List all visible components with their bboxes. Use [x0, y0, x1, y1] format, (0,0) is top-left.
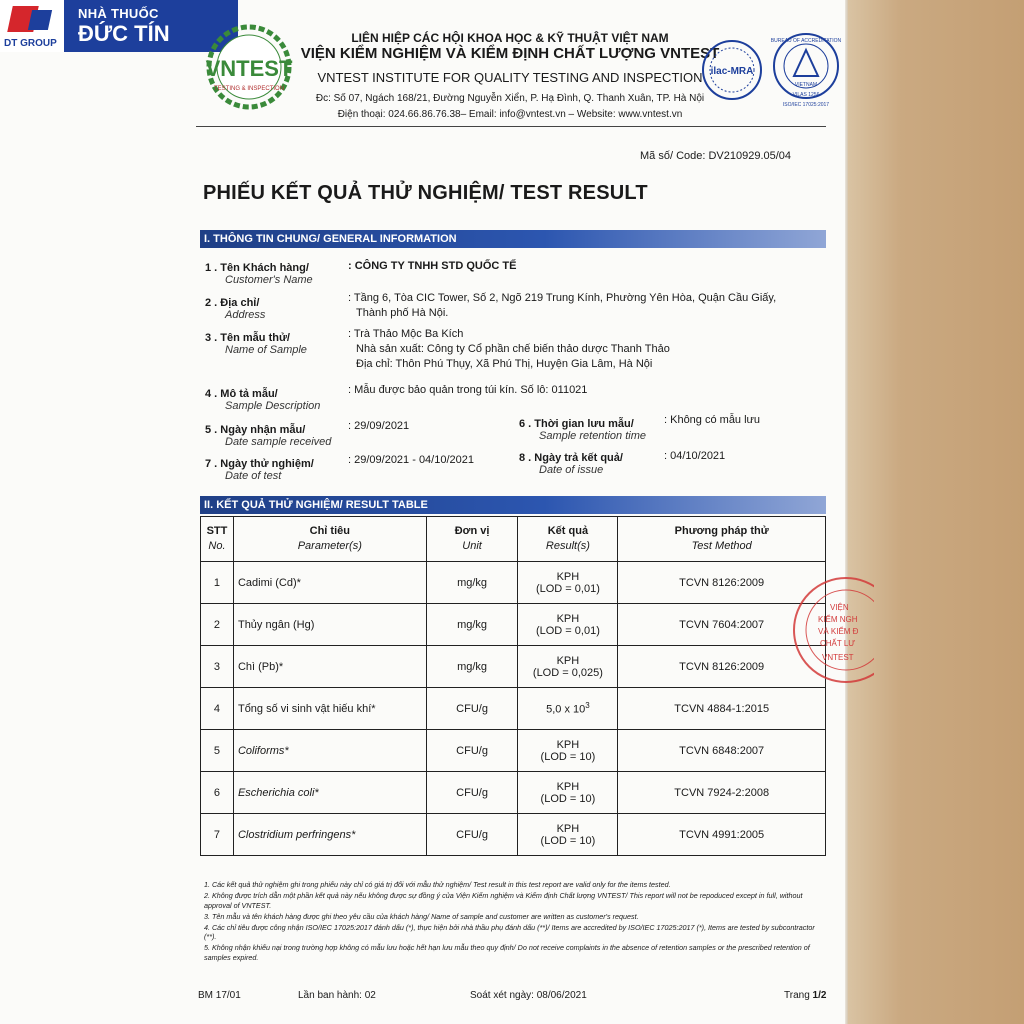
row-result: KPH (LOD = 10) [518, 772, 618, 814]
header-institute-vi: VIỆN KIỂM NGHIỆM VÀ KIỂM ĐỊNH CHẤT LƯỢNG VNTEST [300, 45, 720, 62]
dt-group-logo-icon [0, 0, 64, 52]
row-method: TCVN 4991:2005 [618, 814, 826, 856]
vntest-logo-subtext: TESTING & INSPECTION [213, 86, 285, 92]
footnote-item: 3. Tên mẫu và tên khách hàng được ghi theo yêu cầu của khách hàng/ Name of sample and customer are written as customer's request. [204, 911, 639, 921]
info-testdate-value: : 29/09/2021 - 04/10/2021 [348, 454, 474, 466]
stamp-inner-4: CHẤT LƯ [820, 639, 856, 648]
info-description-label: 4 . Mô tả mẫu/ Sample Description [205, 388, 321, 412]
info-customer-value: : CÔNG TY TNHH STD QUỐC TẾ [348, 260, 517, 272]
iso-text: ISO/IEC 17025:2017 [782, 102, 830, 108]
row-parameter: Cadimi (Cd)* [233, 562, 426, 604]
table-row [201, 730, 826, 772]
col-header-unit: Đơn vị Unit [426, 517, 518, 562]
row-result: KPH (LOD = 0,025) [518, 646, 618, 688]
section-result-table: II. KẾT QUẢ THỬ NGHIỆM/ RESULT TABLE [200, 496, 826, 514]
footer-review-date: Soát xét ngày: 08/06/2021 [470, 990, 587, 1001]
institute-stamp-icon [782, 570, 874, 690]
row-method: TCVN 7604:2007 [618, 604, 826, 646]
document-code: Mã số/ Code: DV210929.05/04 [640, 150, 792, 162]
row-result: KPH (LOD = 10) [518, 814, 618, 856]
row-result: 5,0 x $10^3$ [518, 688, 618, 730]
ilac-text: ilac-MRA [710, 66, 754, 77]
info-retention-label: 6 . Thời gian lưu mẫu/ Sample retention time [519, 418, 646, 442]
row-parameter: Chì (Pb)* [233, 646, 426, 688]
footer-edition: Lần ban hành: 02 [298, 990, 376, 1001]
header-federation: LIÊN HIỆP CÁC HỘI KHOA HỌC & KỸ THUẬT VIỆT NAM [351, 31, 669, 45]
info-address-value: : Tầng 6, Tòa CIC Tower, Số 2, Ngõ 219 Trung Kính, Phường Yên Hòa, Quận Cầu Giấy, Thành phố Hà Nội. [348, 292, 777, 319]
row-unit: mg/kg [426, 646, 518, 688]
row-parameter: Clostridium perfringens* [233, 814, 426, 856]
col-header-result: Kết quả Result(s) [518, 517, 618, 562]
row-no: 3 [201, 646, 234, 688]
info-sample-label: 3 . Tên mẫu thử/ Name of Sample [205, 332, 307, 356]
row-result: KPH (LOD = 0,01) [518, 604, 618, 646]
footnotes [204, 880, 824, 964]
row-unit: mg/kg [426, 562, 518, 604]
table-row [201, 562, 826, 604]
row-unit: CFU/g [426, 814, 518, 856]
col-header-method: Phương pháp thử Test Method [618, 517, 826, 562]
info-customer-label: 1 . Tên Khách hàng/ Customer's Name [205, 262, 313, 286]
row-method: TCVN 7924-2:2008 [618, 772, 826, 814]
row-no: 2 [201, 604, 234, 646]
header-contact: Điện thoại: 024.66.86.76.38– Email: info@vntest.vn – Website: www.vntest.vn [337, 109, 683, 120]
row-method: TCVN 4884-1:2015 [618, 688, 826, 730]
vilas-text: VILAS 1256 [792, 92, 820, 98]
footnote-item: 1. Các kết quả thử nghiệm ghi trong phiếu này chỉ có giá trị đối với mẫu thử nghiệm/ Test result in this test report are valid only for the items tested. [204, 880, 671, 889]
boa-text: BUREAU OF ACCREDITATION [770, 38, 842, 44]
result-exponent: 3 [585, 701, 590, 711]
info-issue-label: 8 . Ngày trả kết quả/ Date of issue [519, 452, 623, 476]
row-unit: CFU/g [426, 688, 518, 730]
table-row [201, 772, 826, 814]
header-divider [196, 126, 826, 127]
row-result: KPH (LOD = 10) [518, 730, 618, 772]
row-no: 1 [201, 562, 234, 604]
row-parameter: Coliforms* [233, 730, 426, 772]
vntest-logo-icon [202, 20, 296, 114]
row-unit: CFU/g [426, 772, 518, 814]
row-no: 7 [201, 814, 234, 856]
header-institute-en: VNTEST INSTITUTE FOR QUALITY TESTING AND INSPECTION [317, 70, 703, 85]
footnote-item: 2. Không được trích dẫn một phần kết quả này nếu không được sự đồng ý của Viện Kiểm nghiệm và Kiểm định Chất lượng VNTEST/ This report will not be repoduced except in full, without approval of VNTEST. [204, 891, 803, 910]
info-retention-value: : Không có mẫu lưu [664, 414, 761, 426]
row-parameter: Escherichia coli* [233, 772, 426, 814]
wooden-background [848, 0, 1024, 1024]
brand-group-text: DT GROUP [4, 38, 57, 49]
col-header-parameter: Chỉ tiêu Parameter(s) [233, 517, 426, 562]
row-no: 5 [201, 730, 234, 772]
row-method: TCVN 6848:2007 [618, 730, 826, 772]
header-address: Đc: Số 07, Ngách 168/21, Đường Nguyễn Xiển, P. Hạ Đình, Q. Thanh Xuân, TP. Hà Nội [315, 93, 705, 104]
col-header-no: STT No. [201, 517, 234, 562]
row-method: TCVN 8126:2009 [618, 646, 826, 688]
stamp-inner-2: KIỂM NGH [818, 615, 858, 624]
table-header-row [201, 517, 826, 562]
table-row [201, 646, 826, 688]
table-row [201, 604, 826, 646]
info-received-value: : 29/09/2021 [348, 420, 410, 432]
info-description-value: : Mẫu được bảo quản trong túi kín. Số lô: 011021 [348, 384, 588, 396]
stamp-inner-5: VNTEST [822, 653, 854, 662]
result-table [200, 516, 826, 856]
row-unit: CFU/g [426, 730, 518, 772]
row-no: 6 [201, 772, 234, 814]
brand-line2: ĐỨC TÍN [78, 21, 170, 46]
footnote-item: 4. Các chỉ tiêu được công nhận ISO/IEC 17025:2017 đánh dấu (*), thực hiện bởi nhà thầu phụ đánh dấu (**)/ Items are accredited by ISO/IEC 17025:2017 (*), Items are tested by subcontractor (**). [204, 922, 815, 942]
row-unit: mg/kg [426, 604, 518, 646]
footer-page: Trang 1/2 [784, 990, 827, 1001]
table-row [201, 814, 826, 856]
row-parameter: Tổng số vi sinh vật hiếu khí* [233, 688, 426, 730]
vietnam-text: VIETNAM [794, 82, 818, 88]
row-parameter: Thủy ngân (Hg) [233, 604, 426, 646]
bureau-accreditation-logo-icon [766, 30, 846, 110]
table-row [201, 688, 826, 730]
document-title: PHIẾU KẾT QUẢ THỬ NGHIỆM/ TEST RESULT [203, 182, 648, 204]
stamp-inner-3: VÀ KIỂM Đ [818, 627, 859, 636]
info-sample-value: : Trà Thảo Mộc Ba Kích Nhà sản xuất: Công ty Cổ phần chế biến thảo dược Thanh Thảo Địa chỉ: Thôn Phú Thụy, Xã Phú Thị, Huyện Gia Lâm, Hà Nội [348, 328, 670, 370]
info-testdate-label: 7 . Ngày thử nghiệm/ Date of test [205, 458, 314, 482]
row-no: 4 [201, 688, 234, 730]
brand-line1: NHÀ THUỐC [78, 6, 159, 21]
footnote-item: 5. Không nhận khiếu nại trong trường hợp không có mẫu lưu hoặc hết hạn lưu mẫu theo quy định/ Do not receive complaints in the absence of retention samples or the prescribed retention of samples expired. [204, 943, 810, 963]
row-method: TCVN 8126:2009 [618, 562, 826, 604]
footer-form-code: BM 17/01 [198, 990, 241, 1001]
info-issue-value: : 04/10/2021 [664, 450, 726, 462]
section-general-info: I. THÔNG TIN CHUNG/ GENERAL INFORMATION [200, 230, 826, 248]
info-address-label: 2 . Địa chỉ/ Address [205, 297, 266, 321]
vntest-logo-text: VNTEST [205, 56, 293, 81]
info-received-label: 5 . Ngày nhận mẫu/ Date sample received [205, 424, 332, 448]
ilac-mra-logo-icon [700, 38, 764, 102]
stamp-inner-1: VIỆN [830, 603, 849, 612]
row-result: KPH (LOD = 0,01) [518, 562, 618, 604]
